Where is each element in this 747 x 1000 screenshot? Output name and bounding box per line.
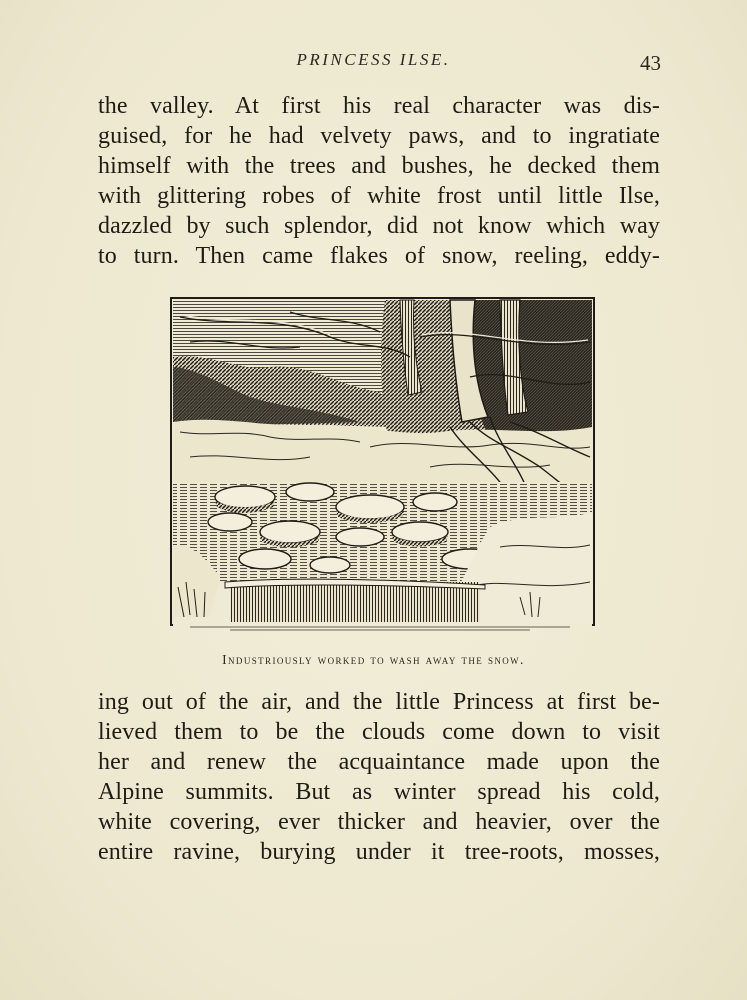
text-line: her and renew the acquaintance made upon the bbox=[98, 749, 660, 775]
text-line: himself with the trees and bushes, he decked them bbox=[98, 153, 660, 179]
engraving-art bbox=[170, 297, 595, 633]
paragraph-bottom bbox=[98, 687, 660, 867]
paragraph-top bbox=[98, 91, 660, 271]
snowy-stream-engraving bbox=[170, 297, 595, 633]
page-number: 43 bbox=[640, 51, 661, 75]
text-line: white covering, ever thicker and heavier, over the bbox=[98, 809, 660, 835]
text-line: guised, for he had velvety paws, and to ingratiate bbox=[98, 123, 660, 149]
text-line: the valley. At first his real character was dis- bbox=[98, 93, 660, 119]
text-line: with glittering robes of white frost until little Ilse, bbox=[98, 183, 660, 209]
figure-caption: Industriously worked to wash away the snow. bbox=[222, 652, 525, 667]
text-line: to turn. Then came flakes of snow, reeling, eddy- bbox=[98, 243, 660, 269]
text-line: entire ravine, burying under it tree-roots, mosses, bbox=[98, 839, 660, 865]
text-line: dazzled by such splendor, did not know which way bbox=[98, 213, 660, 239]
text-line: lieved them to be the clouds come down to visit bbox=[98, 719, 660, 745]
running-title: PRINCESS ILSE. bbox=[296, 50, 451, 69]
text-line: ing out of the air, and the little Princess at first be- bbox=[98, 689, 660, 715]
text-line: Alpine summits. But as winter spread his cold, bbox=[98, 779, 660, 805]
